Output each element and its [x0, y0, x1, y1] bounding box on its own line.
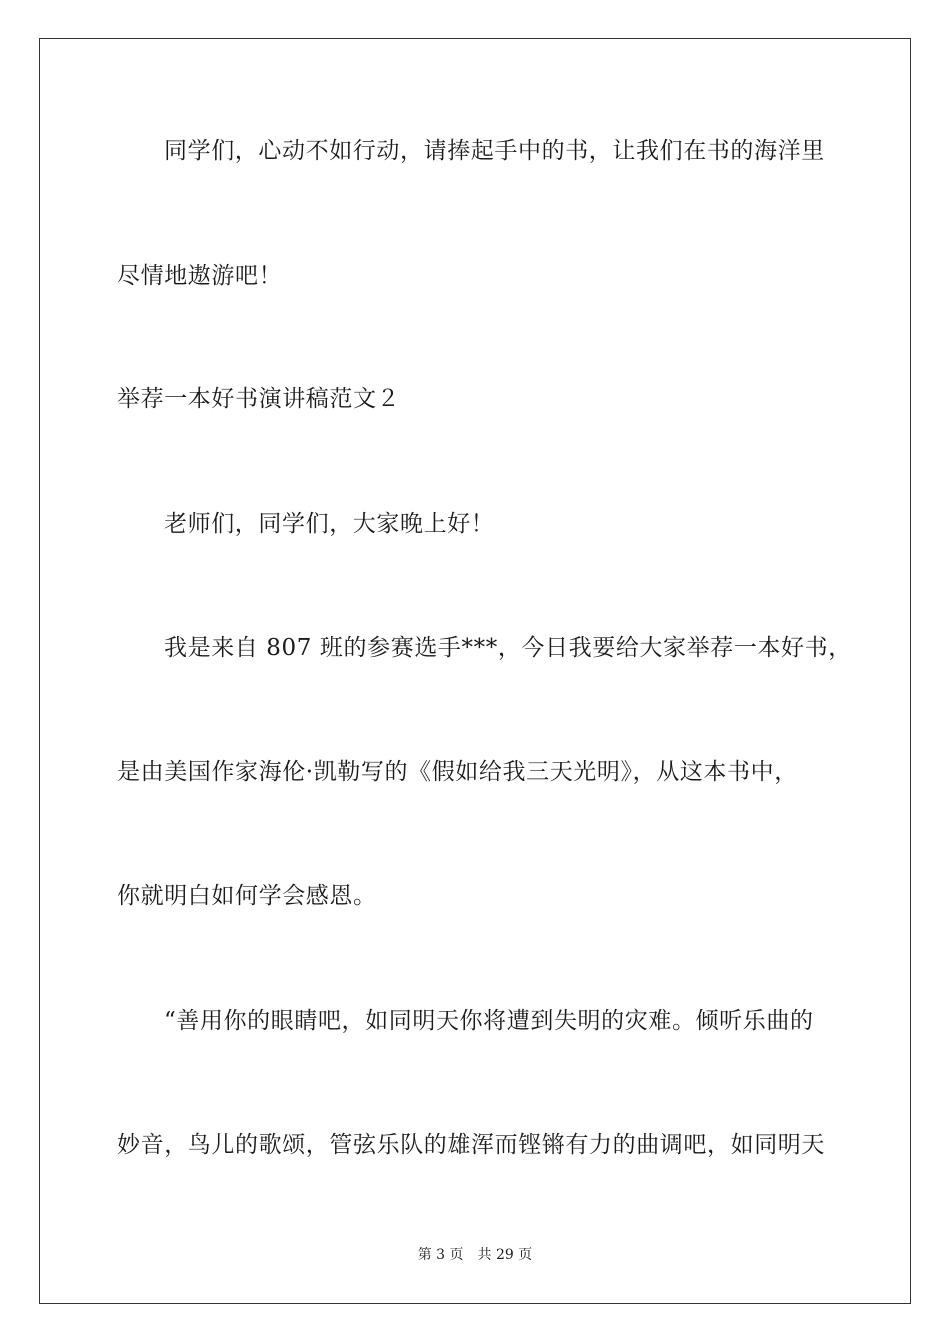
page-footer — [0, 1246, 950, 1264]
paragraph-line-8: “善用你的眼睛吧，如同明天你将遭到失明的灾难。倾听乐曲的 — [164, 1008, 814, 1034]
page-number: 第 3 页 — [417, 1247, 464, 1263]
paragraph-line-2: 尽情地遨游吧！ — [117, 263, 283, 289]
page-border — [39, 38, 911, 1304]
paragraph-line-1: 同学们，心动不如行动，请捧起手中的书，让我们在书的海洋里 — [164, 138, 825, 164]
paragraph-line-5: 我是来自 807 班的参赛选手***，今日我要给大家举荐一本好书， — [164, 635, 852, 661]
paragraph-line-7: 你就明白如何学会感恩。 — [117, 883, 377, 909]
paragraph-line-9: 妙音，鸟儿的歌颂，管弦乐队的雄浑而铿锵有力的曲调吧，如同明天 — [117, 1132, 825, 1158]
paragraph-line-6: 是由美国作家海伦·凯勒写的《假如给我三天光明》，从这本书中， — [117, 759, 798, 785]
total-pages: 共 29 页 — [477, 1247, 533, 1263]
greeting-line: 老师们，同学们，大家晚上好！ — [164, 511, 495, 537]
section-heading: 举荐一本好书演讲稿范文２ — [117, 386, 401, 412]
